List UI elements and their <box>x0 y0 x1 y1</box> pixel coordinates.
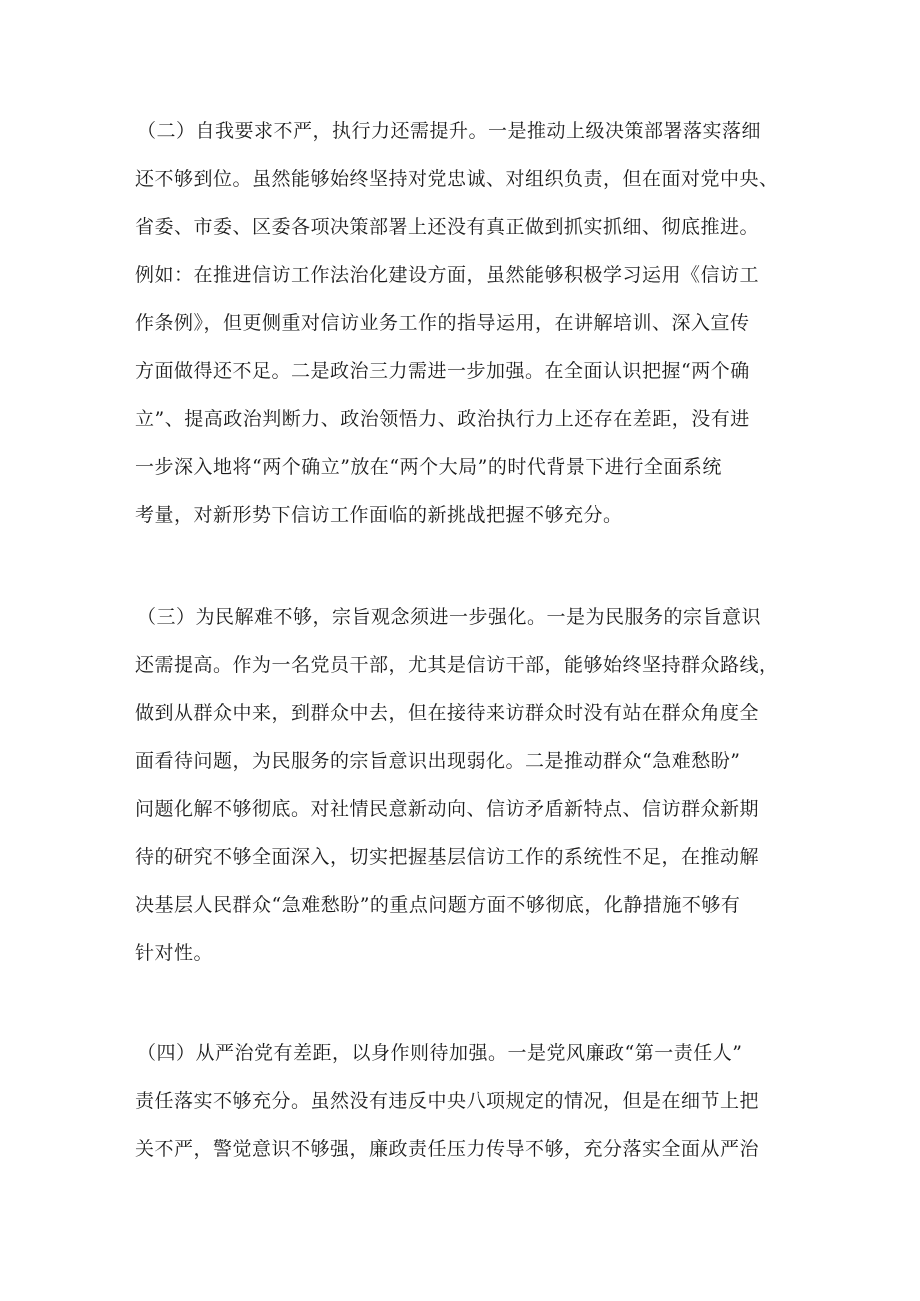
text-line: （四）从严治党有差距，以身作则待加强。一是党风廉政“第一责任人” <box>137 1042 743 1064</box>
text-line: 责任落实不够充分。虽然没有违反中央八项规定的情况，但是在细节上把 <box>135 1090 760 1112</box>
text-line: 一步深入地将“两个确立”放在“两个大局”的时代背景下进行全面系统 <box>135 456 722 478</box>
text-line: 面看待问题，为民服务的宗旨意识出现弱化。二是推动群众“急难愁盼” <box>135 750 741 772</box>
text-line: 做到从群众中来，到群众中去，但在接待来访群众时没有站在群众角度全 <box>135 702 760 724</box>
section-two-paragraph <box>135 107 795 539</box>
text-line: 考量，对新形势下信访工作面临的新挑战把握不够充分。 <box>135 504 623 526</box>
text-line: 作条例》，但更侧重对信访业务工作的指导运用，在讲解培训、深入宣传 <box>135 312 750 334</box>
text-line: 例如：在推进信访工作法治化建设方面，虽然能够积极学习运用《信访工 <box>135 264 760 286</box>
text-line: 针对性。 <box>135 942 214 964</box>
text-line: 省委、市委、区委各项决策部署上还没有真正做到抓实抓细、彻底推进。 <box>135 216 760 238</box>
text-line: 问题化解不够彻底。对社情民意新动向、信访矛盾新特点、信访群众新期 <box>135 798 760 820</box>
text-line: 立”、提高政治判断力、政治领悟力、政治执行力上还存在差距，没有进 <box>135 408 750 430</box>
text-line: （二）自我要求不严，执行力还需提升。一是推动上级决策部署落实落细 <box>137 120 762 142</box>
section-three-paragraph <box>135 593 795 977</box>
text-line: （三）为民解难不够，宗旨观念须进一步强化。一是为民服务的宗旨意识 <box>137 606 762 628</box>
text-line: 关不严，警觉意识不够强，廉政责任压力传导不够，充分落实全面从严治 <box>135 1138 760 1160</box>
text-line: 还需提高。作为一名党员干部，尤其是信访干部，能够始终坚持群众路线， <box>135 654 779 676</box>
text-line: 决基层人民群众“急难愁盼”的重点问题方面不够彻底，化静措施不够有 <box>135 894 741 916</box>
text-line: 方面做得还不足。二是政治三力需进一步加强。在全面认识把握“两个确 <box>135 360 750 382</box>
section-four-paragraph <box>135 1029 795 1173</box>
text-line: 还不够到位。虽然能够始终坚持对党忠诚、对组织负责，但在面对党中央、 <box>135 168 779 190</box>
text-line: 待的研究不够全面深入，切实把握基层信访工作的系统性不足，在推动解 <box>135 846 760 868</box>
